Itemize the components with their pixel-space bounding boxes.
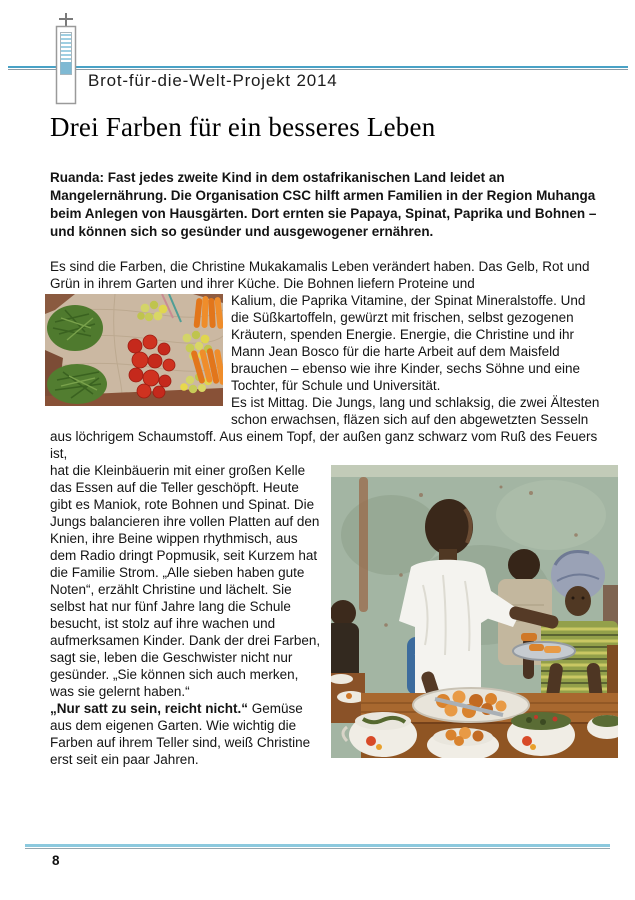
paragraph-lunch-continued: hat die Kleinbäuerin mit einer großen Kelle das Essen auf die Teller geschöpft. Heute gibt es Maniok, rote Bohnen und Spinat. Die Jungs balancieren ihre vollen Platten auf den Knien, ihre Beine wippen rhythmisch, aus dem Radio dringt Popmusik, seit Kurzem hat die Familie Strom. „Alle sieben haben gute Noten“, erzählt Christine und lächelt. Sie selbst hat nur fünf Jahre lang die Schule besucht, ist stolz auf ihre wachen und aufmerksamen Kinder. Dank der drei Farben, sagt sie, leben die Geschwister nicht nur gesünder. „Sie können sich auch merken, was sie gelernt haben.“ [50,463,321,699]
header-rule-blue [8,66,628,68]
family-meal-photo-graphic [331,465,618,758]
page-number: 8 [52,853,60,868]
article [50,112,600,768]
masthead-title: Brot-für-die-Welt-Projekt 2014 [88,71,338,90]
closing-bold-lead-in: „Nur satt zu sein, reicht nicht.“ [50,701,249,716]
family-meal-photo [331,465,618,758]
church-tower-logo [50,12,82,111]
paragraph-colors-intro: Es sind die Farben, die Christine Mukakamalis Leben verändert haben. Das Gelb, Rot und Grün in ihrem Garten und ihrer Küche. Die Bohnen liefern Proteine und [50,259,590,291]
footer-rule-gray [25,848,610,849]
paragraph-lunch-intro: Es ist Mittag. Die Jungs, lang und schlaksig, die zwei Ältesten schon erwachsen, fläzen sich auf den abgewetzten Sesseln aus löchrigem Schaumstoff. Aus einem Topf, der außen ganz schwarz vom Ruß des Feuers ist, [50,395,600,461]
lead-paragraph: Ruanda: Fast jedes zweite Kind in dem ostafrikanischen Land leidet an Mangelernährung. Die Organisation CSC hilft armen Familien in der Region Muhanga beim Anlegen von Hausgärten. Dort ernten sie Papaya, Spinat, Paprika und Bohnen – und können sich so gesünder und ausgewogener ernähren. [50,170,597,239]
footer-rule-blue [25,844,610,847]
church-tower-icon [50,12,82,106]
vegetables-photo [45,294,223,406]
closing-text: Gemüse aus dem eigenen Garten. Wie wichtig die Farben auf ihrem Teller sind, weiß Christine erst seit ein paar Jahren. [50,701,311,767]
page-title: Drei Farben für ein besseres Leben [50,112,436,142]
header-rule-gray [8,69,628,70]
paragraph-colors-continued: Kalium, die Paprika Vitamine, der Spinat Mineralstoffe. Und die Süßkartoffeln, gewürzt mit frischen, selbst gezogenen Kräutern, spenden Energie. Energie, die Christine und ihr Mann Jean Bosco für die harte Arbeit auf dem Maisfeld brauchen – ebenso wie ihre Kinder, sechs Söhne und eine Tochter, für Schule und Universität. [231,293,586,393]
vegetables-photo-graphic [45,294,223,406]
